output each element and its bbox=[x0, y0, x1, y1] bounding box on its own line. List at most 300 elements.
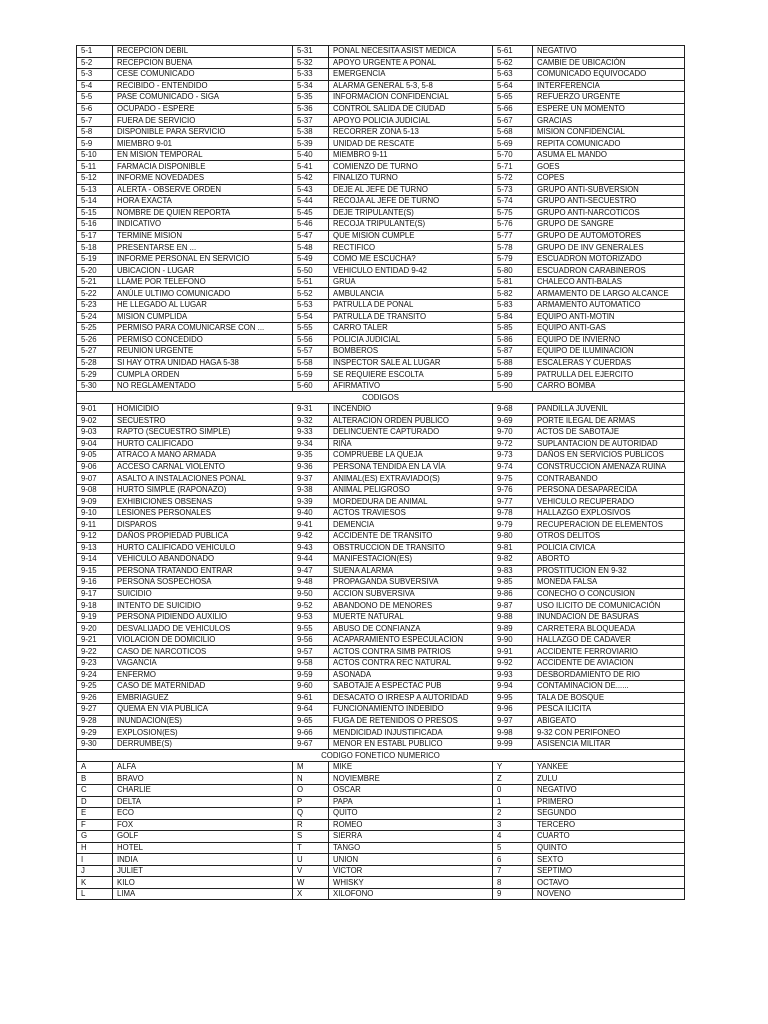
meaning-cell: EXHIBICIONES OBSENAS bbox=[113, 496, 293, 508]
meaning-cell: COMPRUEBE LA QUEJA bbox=[329, 450, 493, 462]
code-cell: W bbox=[293, 877, 329, 889]
table-row bbox=[77, 565, 685, 577]
code-cell: 5-3 bbox=[77, 69, 113, 81]
meaning-cell: CASO DE NARCOTICOS bbox=[113, 646, 293, 658]
code-cell: 5-62 bbox=[493, 57, 533, 69]
code-cell: 5-28 bbox=[77, 357, 113, 369]
table-row bbox=[77, 484, 685, 496]
meaning-cell: ACCIDENTE FERROVIARIO bbox=[533, 646, 685, 658]
code-cell: 9-68 bbox=[493, 403, 533, 415]
table-row bbox=[77, 530, 685, 542]
meaning-cell: NOMBRE DE QUIEN REPORTA bbox=[113, 207, 293, 219]
meaning-cell: WHISKY bbox=[329, 877, 493, 889]
code-cell: 5-35 bbox=[293, 92, 329, 104]
fonetico-header: CODIGO FONETICO NUMERICO bbox=[77, 750, 685, 762]
table-row bbox=[77, 138, 685, 150]
code-cell: 9-59 bbox=[293, 669, 329, 681]
code-cell: 5-79 bbox=[493, 253, 533, 265]
table-row bbox=[77, 692, 685, 704]
code-cell: 9-65 bbox=[293, 715, 329, 727]
code-cell: 9-67 bbox=[293, 738, 329, 750]
meaning-cell: USO ILICITO DE COMUNICACIÓN bbox=[533, 600, 685, 612]
table-row bbox=[77, 496, 685, 508]
code-cell: 9-39 bbox=[293, 496, 329, 508]
code-cell: G bbox=[77, 831, 113, 843]
meaning-cell: RECOJA AL JEFE DE TURNO bbox=[329, 196, 493, 208]
codes-table bbox=[76, 45, 685, 900]
table-row bbox=[77, 507, 685, 519]
code-cell: X bbox=[293, 888, 329, 900]
code-cell: 8 bbox=[493, 877, 533, 889]
code-cell: 5-68 bbox=[493, 126, 533, 138]
table-row bbox=[77, 403, 685, 415]
code-cell: J bbox=[77, 865, 113, 877]
meaning-cell: EQUIPO ANTI-MOTIN bbox=[533, 311, 685, 323]
table-row bbox=[77, 738, 685, 750]
code-cell: R bbox=[293, 819, 329, 831]
meaning-cell: AFIRMATIVO bbox=[329, 380, 493, 392]
table-row bbox=[77, 173, 685, 185]
meaning-cell: ESCALERAS Y CUERDAS bbox=[533, 357, 685, 369]
meaning-cell: PONAL NECESITA ASIST MEDICA bbox=[329, 46, 493, 58]
table-row bbox=[77, 796, 685, 808]
table-row bbox=[77, 865, 685, 877]
meaning-cell: CONTRABANDO bbox=[533, 473, 685, 485]
meaning-cell: ACCIDENTE DE AVIACION bbox=[533, 657, 685, 669]
code-cell: 5-2 bbox=[77, 57, 113, 69]
table-row bbox=[77, 577, 685, 589]
meaning-cell: ASUMA EL MANDO bbox=[533, 149, 685, 161]
code-cell: 9-06 bbox=[77, 461, 113, 473]
meaning-cell: YANKEE bbox=[533, 761, 685, 773]
meaning-cell: INDIA bbox=[113, 854, 293, 866]
table-row bbox=[77, 161, 685, 173]
meaning-cell: LESIONES PERSONALES bbox=[113, 507, 293, 519]
table-row bbox=[77, 369, 685, 381]
code-cell: 5-17 bbox=[77, 230, 113, 242]
section-5-codes bbox=[77, 46, 685, 392]
meaning-cell: RECTIFICO bbox=[329, 242, 493, 254]
meaning-cell: SUENA ALARMA bbox=[329, 565, 493, 577]
code-cell: 5-58 bbox=[293, 357, 329, 369]
table-row bbox=[77, 207, 685, 219]
meaning-cell: GRUPO DE INV GENERALES bbox=[533, 242, 685, 254]
meaning-cell: VEHICULO RECUPERADO bbox=[533, 496, 685, 508]
code-cell: 9-56 bbox=[293, 634, 329, 646]
meaning-cell: LIMA bbox=[113, 888, 293, 900]
table-row bbox=[77, 704, 685, 716]
meaning-cell: MENDICIDAD INJUSTIFICADA bbox=[329, 727, 493, 739]
code-cell: 5-57 bbox=[293, 346, 329, 358]
code-cell: 5-29 bbox=[77, 369, 113, 381]
meaning-cell: MANIFESTACION(ES) bbox=[329, 554, 493, 566]
meaning-cell: TERCERO bbox=[533, 819, 685, 831]
meaning-cell: INSPECTOR SALE AL LUGAR bbox=[329, 357, 493, 369]
code-cell: 9-89 bbox=[493, 623, 533, 635]
code-cell: 5-64 bbox=[493, 80, 533, 92]
code-cell: 5-23 bbox=[77, 300, 113, 312]
meaning-cell: SIERRA bbox=[329, 831, 493, 843]
code-cell: 5-67 bbox=[493, 115, 533, 127]
code-cell: 5-83 bbox=[493, 300, 533, 312]
meaning-cell: CASO DE MATERNIDAD bbox=[113, 681, 293, 693]
code-cell: 6 bbox=[493, 854, 533, 866]
code-cell: 5-18 bbox=[77, 242, 113, 254]
table-row bbox=[77, 242, 685, 254]
code-cell: 5-31 bbox=[293, 46, 329, 58]
meaning-cell: PERSONA TRATANDO ENTRAR bbox=[113, 565, 293, 577]
code-cell: 9-75 bbox=[493, 473, 533, 485]
code-cell: 9-73 bbox=[493, 450, 533, 462]
meaning-cell: ARMAMENTO DE LARGO ALCANCE bbox=[533, 288, 685, 300]
code-cell: 9-99 bbox=[493, 738, 533, 750]
meaning-cell: EQUIPO ANTI-GAS bbox=[533, 323, 685, 335]
meaning-cell: FUERA DE SERVICIO bbox=[113, 115, 293, 127]
header-row bbox=[77, 750, 685, 762]
table-row bbox=[77, 300, 685, 312]
meaning-cell: ESCUADRON MOTORIZADO bbox=[533, 253, 685, 265]
meaning-cell: FUNCIONAMIENTO INDEBIDO bbox=[329, 704, 493, 716]
meaning-cell: UBICACION - LUGAR bbox=[113, 265, 293, 277]
meaning-cell: HOMICIDIO bbox=[113, 403, 293, 415]
code-cell: 9-23 bbox=[77, 657, 113, 669]
meaning-cell: OSCAR bbox=[329, 785, 493, 797]
meaning-cell: DELINCUENTE CAPTURADO bbox=[329, 427, 493, 439]
meaning-cell: HURTO SIMPLE (RAPONAZO) bbox=[113, 484, 293, 496]
table-row bbox=[77, 669, 685, 681]
meaning-cell: DAÑOS PROPIEDAD PUBLICA bbox=[113, 530, 293, 542]
code-cell: H bbox=[77, 842, 113, 854]
table-row bbox=[77, 57, 685, 69]
section-header-codigos bbox=[77, 392, 685, 404]
meaning-cell: SI HAY OTRA UNIDAD HAGA 5-38 bbox=[113, 357, 293, 369]
meaning-cell: POLICIA CIVICA bbox=[533, 542, 685, 554]
code-cell: 9-58 bbox=[293, 657, 329, 669]
meaning-cell: MIEMBRO 9-11 bbox=[329, 149, 493, 161]
code-cell: 5-52 bbox=[293, 288, 329, 300]
code-cell: 5-63 bbox=[493, 69, 533, 81]
code-cell: 9-12 bbox=[77, 530, 113, 542]
meaning-cell: QUITO bbox=[329, 808, 493, 820]
meaning-cell: OBSTRUCCION DE TRANSITO bbox=[329, 542, 493, 554]
meaning-cell: NEGATIVO bbox=[533, 46, 685, 58]
code-cell: 5-50 bbox=[293, 265, 329, 277]
table-row bbox=[77, 334, 685, 346]
meaning-cell: ALFA bbox=[113, 761, 293, 773]
meaning-cell: INUNDACION(ES) bbox=[113, 715, 293, 727]
code-cell: 9-14 bbox=[77, 554, 113, 566]
code-cell: 9-40 bbox=[293, 507, 329, 519]
code-cell: 5-74 bbox=[493, 196, 533, 208]
code-cell: 9-42 bbox=[293, 530, 329, 542]
meaning-cell: OCUPADO - ESPERE bbox=[113, 103, 293, 115]
meaning-cell: BOMBEROS bbox=[329, 346, 493, 358]
meaning-cell: UNION bbox=[329, 854, 493, 866]
meaning-cell: ALTERACION ORDEN PUBLICO bbox=[329, 415, 493, 427]
meaning-cell: SUICIDIO bbox=[113, 588, 293, 600]
meaning-cell: GOES bbox=[533, 161, 685, 173]
meaning-cell: ABIGEATO bbox=[533, 715, 685, 727]
meaning-cell: COPES bbox=[533, 173, 685, 185]
meaning-cell: CONTROL SALIDA DE CIUDAD bbox=[329, 103, 493, 115]
code-cell: 5-1 bbox=[77, 46, 113, 58]
table-row bbox=[77, 727, 685, 739]
meaning-cell: INFORMACION CONFIDENCIAL bbox=[329, 92, 493, 104]
meaning-cell: ACAPARAMIENTO ESPECULACION bbox=[329, 634, 493, 646]
meaning-cell: SE REQUIERE ESCOLTA bbox=[329, 369, 493, 381]
meaning-cell: CUARTO bbox=[533, 831, 685, 843]
code-cell: 9-98 bbox=[493, 727, 533, 739]
meaning-cell: PESCA ILICITA bbox=[533, 704, 685, 716]
meaning-cell: DELTA bbox=[113, 796, 293, 808]
meaning-cell: DESVALIJADO DE VEHICULOS bbox=[113, 623, 293, 635]
table-row bbox=[77, 519, 685, 531]
table-row bbox=[77, 80, 685, 92]
meaning-cell: ACTOS TRAVIESOS bbox=[329, 507, 493, 519]
code-cell: 5-54 bbox=[293, 311, 329, 323]
meaning-cell: APOYO URGENTE A PONAL bbox=[329, 57, 493, 69]
table-row bbox=[77, 219, 685, 231]
meaning-cell: PERSONA TENDIDA EN LA VÍA bbox=[329, 461, 493, 473]
code-cell: 9-94 bbox=[493, 681, 533, 693]
code-cell: 5-69 bbox=[493, 138, 533, 150]
meaning-cell: ANIMAL PELIGROSO bbox=[329, 484, 493, 496]
meaning-cell: COMIENZO DE TURNO bbox=[329, 161, 493, 173]
table-row bbox=[77, 877, 685, 889]
table-row bbox=[77, 103, 685, 115]
meaning-cell: SEPTIMO bbox=[533, 865, 685, 877]
meaning-cell: HOTEL bbox=[113, 842, 293, 854]
code-cell: 9-28 bbox=[77, 715, 113, 727]
meaning-cell: INFORME NOVEDADES bbox=[113, 173, 293, 185]
meaning-cell: HALLAZGO EXPLOSIVOS bbox=[533, 507, 685, 519]
meaning-cell: MISION CONFIDENCIAL bbox=[533, 126, 685, 138]
code-cell: 5-72 bbox=[493, 173, 533, 185]
code-cell: 9-34 bbox=[293, 438, 329, 450]
meaning-cell: FINALIZO TURNO bbox=[329, 173, 493, 185]
code-cell: 9-91 bbox=[493, 646, 533, 658]
code-cell: C bbox=[77, 785, 113, 797]
meaning-cell: INDICATIVO bbox=[113, 219, 293, 231]
code-cell: S bbox=[293, 831, 329, 843]
code-cell: 5-8 bbox=[77, 126, 113, 138]
meaning-cell: QUEMA EN VIA PUBLICA bbox=[113, 704, 293, 716]
code-cell: 9-96 bbox=[493, 704, 533, 716]
code-cell: 9-35 bbox=[293, 450, 329, 462]
meaning-cell: ANÚLE ULTIMO COMUNICADO bbox=[113, 288, 293, 300]
code-cell: V bbox=[293, 865, 329, 877]
table-row bbox=[77, 842, 685, 854]
code-cell: 9-38 bbox=[293, 484, 329, 496]
code-cell: 9-18 bbox=[77, 600, 113, 612]
code-cell: 9-08 bbox=[77, 484, 113, 496]
meaning-cell: HALLAZGO DE CADAVER bbox=[533, 634, 685, 646]
code-cell: 5-73 bbox=[493, 184, 533, 196]
meaning-cell: DISPAROS bbox=[113, 519, 293, 531]
meaning-cell: DEMENCIA bbox=[329, 519, 493, 531]
code-cell: 9-03 bbox=[77, 427, 113, 439]
meaning-cell: ZULU bbox=[533, 773, 685, 785]
meaning-cell: GRUPO ANTI-SECUESTRO bbox=[533, 196, 685, 208]
meaning-cell: FUGA DE RETENIDOS O PRESOS bbox=[329, 715, 493, 727]
meaning-cell: GRUPO DE AUTOMOTORES bbox=[533, 230, 685, 242]
meaning-cell: ASONADA bbox=[329, 669, 493, 681]
meaning-cell: CARRO TALER bbox=[329, 323, 493, 335]
code-cell: 5-59 bbox=[293, 369, 329, 381]
meaning-cell: CESE COMUNICADO bbox=[113, 69, 293, 81]
code-cell: 9-17 bbox=[77, 588, 113, 600]
code-cell: K bbox=[77, 877, 113, 889]
meaning-cell: PROSTITUCION EN 9-32 bbox=[533, 565, 685, 577]
meaning-cell: GRUPO ANTI-NARCOTICOS bbox=[533, 207, 685, 219]
code-cell: 9-15 bbox=[77, 565, 113, 577]
code-cell: 5-45 bbox=[293, 207, 329, 219]
meaning-cell: VEHICULO ABANDONADO bbox=[113, 554, 293, 566]
meaning-cell: PANDILLA JUVENIL bbox=[533, 403, 685, 415]
code-cell: 5-87 bbox=[493, 346, 533, 358]
meaning-cell: APOYO POLICIA JUDICIAL bbox=[329, 115, 493, 127]
table-row bbox=[77, 276, 685, 288]
code-cell: 9-29 bbox=[77, 727, 113, 739]
meaning-cell: PATRULLA DEL EJERCITO bbox=[533, 369, 685, 381]
meaning-cell: ENFERMO bbox=[113, 669, 293, 681]
meaning-cell: PATRULLA DE TRANSITO bbox=[329, 311, 493, 323]
table-row bbox=[77, 773, 685, 785]
meaning-cell: VAGANCIA bbox=[113, 657, 293, 669]
code-cell: 9-44 bbox=[293, 554, 329, 566]
meaning-cell: ATRACO A MANO ARMADA bbox=[113, 450, 293, 462]
code-cell: 9-53 bbox=[293, 611, 329, 623]
code-cell: 9-25 bbox=[77, 681, 113, 693]
table-row bbox=[77, 611, 685, 623]
meaning-cell: RAPTO (SECUESTRO SIMPLE) bbox=[113, 427, 293, 439]
code-cell: 9-88 bbox=[493, 611, 533, 623]
code-cell: 9-90 bbox=[493, 634, 533, 646]
meaning-cell: GRUPO ANTI-SUBVERSION bbox=[533, 184, 685, 196]
meaning-cell: PROPAGANDA SUBVERSIVA bbox=[329, 577, 493, 589]
code-cell: 5-15 bbox=[77, 207, 113, 219]
code-cell: E bbox=[77, 808, 113, 820]
meaning-cell: NEGATIVO bbox=[533, 785, 685, 797]
code-cell: 9-47 bbox=[293, 565, 329, 577]
table-row bbox=[77, 600, 685, 612]
table-row bbox=[77, 854, 685, 866]
meaning-cell: CARRO BOMBA bbox=[533, 380, 685, 392]
meaning-cell: INCENDIO bbox=[329, 403, 493, 415]
meaning-cell: INUNDACION DE BASURAS bbox=[533, 611, 685, 623]
code-cell: 9-79 bbox=[493, 519, 533, 531]
code-cell: 5-13 bbox=[77, 184, 113, 196]
code-cell: 5-5 bbox=[77, 92, 113, 104]
code-cell: 5-36 bbox=[293, 103, 329, 115]
code-cell: 5-27 bbox=[77, 346, 113, 358]
meaning-cell: SEGUNDO bbox=[533, 808, 685, 820]
meaning-cell: RECEPCION BUENA bbox=[113, 57, 293, 69]
code-cell: 9-76 bbox=[493, 484, 533, 496]
code-cell: 9-72 bbox=[493, 438, 533, 450]
table-row bbox=[77, 461, 685, 473]
code-cell: 5-56 bbox=[293, 334, 329, 346]
meaning-cell: RECEPCION DEBIL bbox=[113, 46, 293, 58]
code-cell: 5-70 bbox=[493, 149, 533, 161]
table-row bbox=[77, 888, 685, 900]
code-cell: 9-41 bbox=[293, 519, 329, 531]
code-cell: A bbox=[77, 761, 113, 773]
table-row bbox=[77, 542, 685, 554]
code-cell: 5-81 bbox=[493, 276, 533, 288]
table-row bbox=[77, 438, 685, 450]
table-row bbox=[77, 623, 685, 635]
code-cell: 9-93 bbox=[493, 669, 533, 681]
code-cell: 5-84 bbox=[493, 311, 533, 323]
meaning-cell: DAÑOS EN SERVICIOS PUBLICOS bbox=[533, 450, 685, 462]
code-cell: 5-55 bbox=[293, 323, 329, 335]
meaning-cell: NOVIEMBRE bbox=[329, 773, 493, 785]
meaning-cell: ABANDONO DE MENORES bbox=[329, 600, 493, 612]
code-cell: 5-12 bbox=[77, 173, 113, 185]
table-row bbox=[77, 715, 685, 727]
code-cell: 9-77 bbox=[493, 496, 533, 508]
code-cell: 5-24 bbox=[77, 311, 113, 323]
code-cell: O bbox=[293, 785, 329, 797]
code-cell: 0 bbox=[493, 785, 533, 797]
code-cell: 5-46 bbox=[293, 219, 329, 231]
meaning-cell: SEXTO bbox=[533, 854, 685, 866]
code-cell: 9-26 bbox=[77, 692, 113, 704]
code-cell: 9-48 bbox=[293, 577, 329, 589]
table-row bbox=[77, 554, 685, 566]
code-cell: L bbox=[77, 888, 113, 900]
meaning-cell: ABUSO DE CONFIANZA bbox=[329, 623, 493, 635]
code-cell: 5-86 bbox=[493, 334, 533, 346]
meaning-cell: RECORRER ZONA 5-13 bbox=[329, 126, 493, 138]
meaning-cell: ACCIDENTE DE TRANSITO bbox=[329, 530, 493, 542]
code-cell: 5-14 bbox=[77, 196, 113, 208]
code-cell: 9-16 bbox=[77, 577, 113, 589]
code-cell: 5-71 bbox=[493, 161, 533, 173]
table-row bbox=[77, 473, 685, 485]
code-cell: 9-10 bbox=[77, 507, 113, 519]
table-row bbox=[77, 588, 685, 600]
meaning-cell: MONEDA FALSA bbox=[533, 577, 685, 589]
table-row bbox=[77, 831, 685, 843]
meaning-cell: CONSTRUCCION AMENAZA RUINA bbox=[533, 461, 685, 473]
code-cell: 5-19 bbox=[77, 253, 113, 265]
meaning-cell: DERRUMBE(S) bbox=[113, 738, 293, 750]
meaning-cell: QUINTO bbox=[533, 842, 685, 854]
meaning-cell: EQUIPO DE ILUMINACION bbox=[533, 346, 685, 358]
code-cell: 9-33 bbox=[293, 427, 329, 439]
meaning-cell: CONTAMINACION DE...... bbox=[533, 681, 685, 693]
meaning-cell: RECIBIDO - ENTENDIDO bbox=[113, 80, 293, 92]
meaning-cell: HURTO CALIFICADO VEHICULO bbox=[113, 542, 293, 554]
table-row bbox=[77, 92, 685, 104]
meaning-cell: NO REGLAMENTADO bbox=[113, 380, 293, 392]
meaning-cell: MORDEDURA DE ANIMAL bbox=[329, 496, 493, 508]
meaning-cell: DESBORDAMIENTO DE RIO bbox=[533, 669, 685, 681]
code-cell: 9-81 bbox=[493, 542, 533, 554]
code-cell: 9-61 bbox=[293, 692, 329, 704]
meaning-cell: MUERTE NATURAL bbox=[329, 611, 493, 623]
section-header-fonetico bbox=[77, 750, 685, 762]
code-cell: 5-66 bbox=[493, 103, 533, 115]
code-cell: 4 bbox=[493, 831, 533, 843]
code-cell: 5-53 bbox=[293, 300, 329, 312]
table-row bbox=[77, 323, 685, 335]
code-cell: 9-19 bbox=[77, 611, 113, 623]
code-cell: 5-88 bbox=[493, 357, 533, 369]
code-cell: 5-65 bbox=[493, 92, 533, 104]
